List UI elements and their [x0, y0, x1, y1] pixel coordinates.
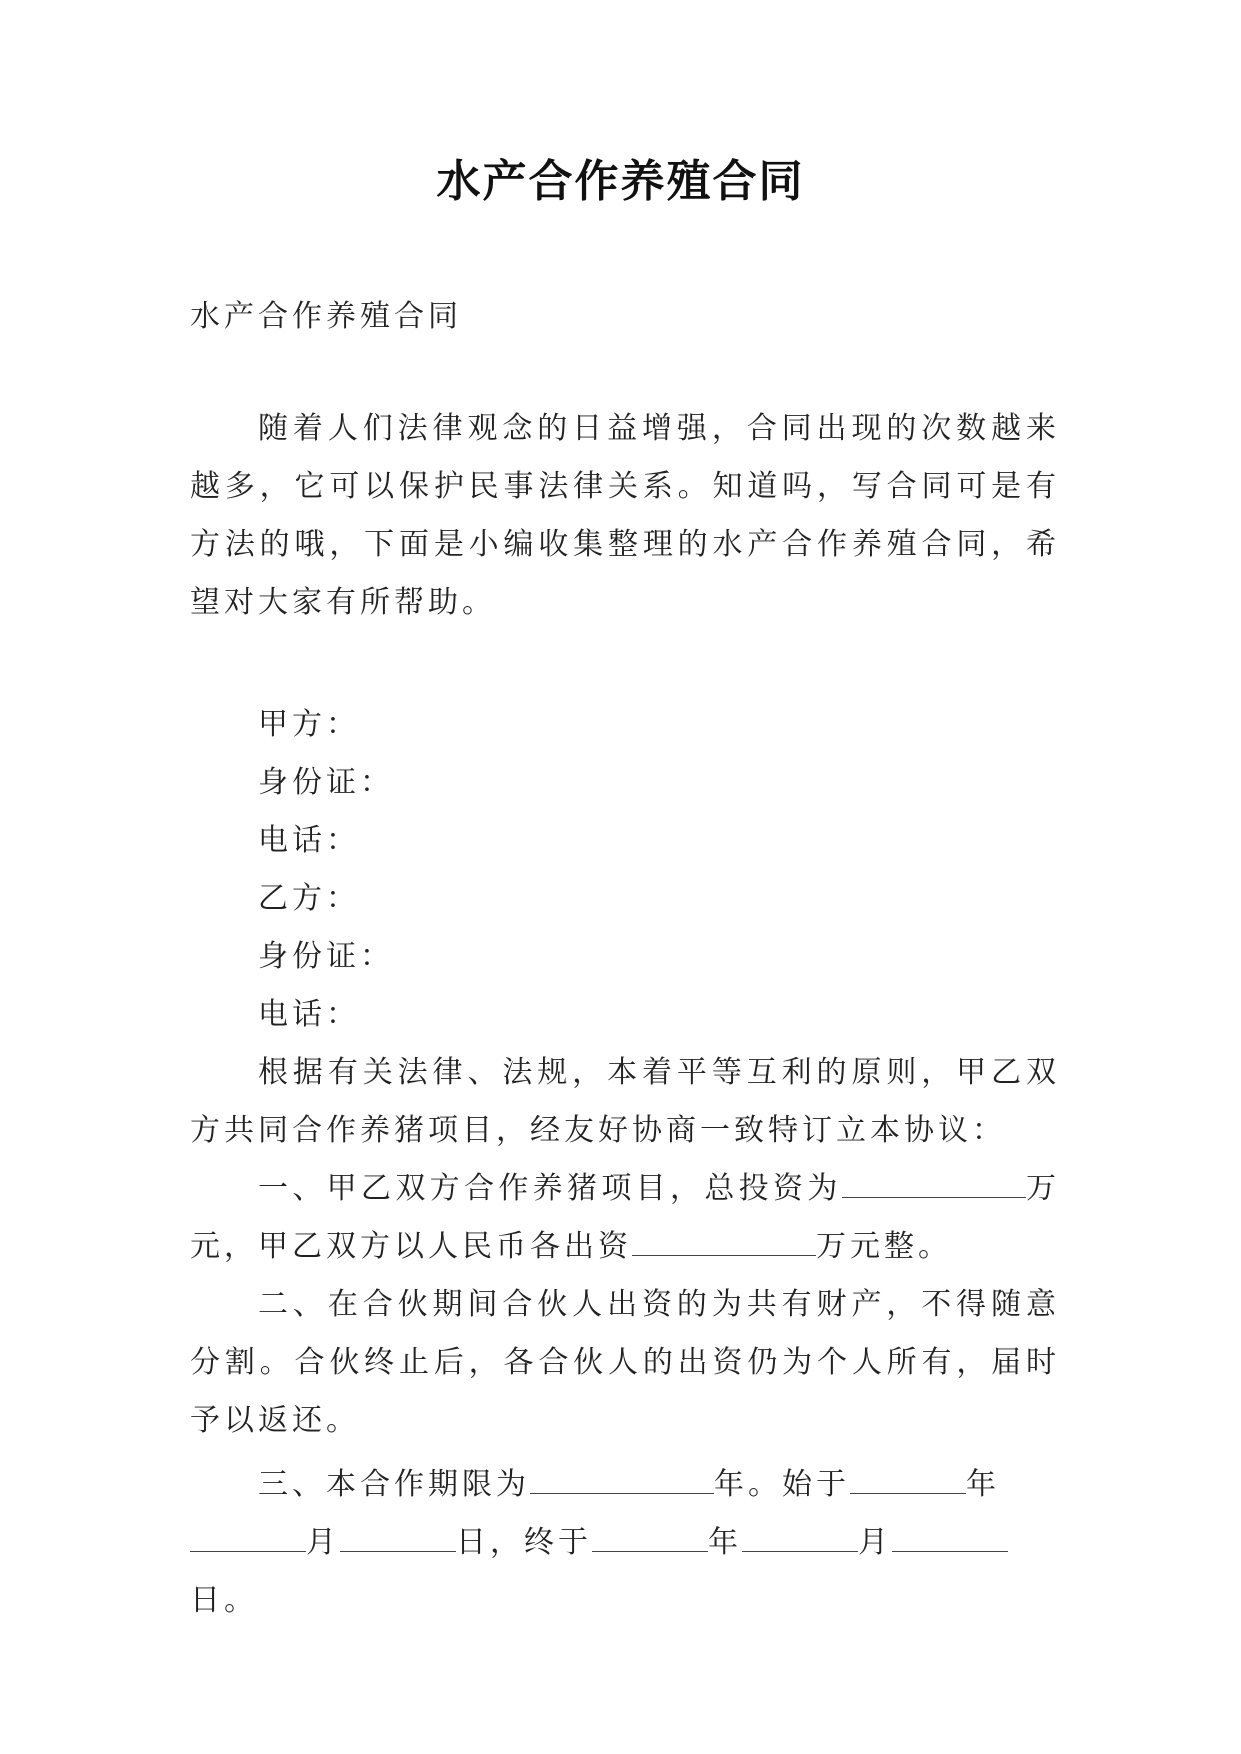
clause-3-text-f: 年 — [708, 1525, 742, 1560]
investment-total-blank — [842, 1163, 1026, 1198]
end-month-blank — [742, 1517, 858, 1552]
clause-1-text-b: 万元，甲乙双方以人民币各出资 — [190, 1171, 1061, 1264]
clause-3-text-e: 日，终于 — [456, 1525, 592, 1560]
id-b-label: 身份证： — [258, 939, 394, 974]
clause-3 — [190, 1456, 1060, 1630]
id-a-label: 身份证： — [258, 765, 394, 800]
phone-a-label: 电话： — [258, 823, 360, 858]
clause-1-text-c: 万元整。 — [816, 1229, 952, 1264]
clause-1 — [190, 1160, 1060, 1276]
investment-each-blank — [632, 1221, 816, 1256]
clause-3-text-a: 三、本合作期限为 — [258, 1467, 530, 1502]
document-subtitle: 水产合作养殖合同 — [190, 299, 462, 334]
party-b-label: 乙方： — [258, 881, 360, 916]
end-year-blank — [592, 1517, 708, 1552]
clause-3-text-d: 月 — [306, 1525, 340, 1560]
phone-b-label: 电话： — [258, 997, 360, 1032]
clause-3-text-c: 年 — [966, 1467, 1000, 1502]
clause-3-text-h: 日。 — [190, 1583, 258, 1618]
intro-paragraph: 随着人们法律观念的日益增强，合同出现的次数越来越多，它可以保护民事法律关系。知道吗，写合同可是有方法的哦，下面是小编收集整理的水产合作养殖合同，希望对大家有所帮助。 — [190, 411, 1060, 620]
intro-section — [190, 400, 1060, 632]
start-year-blank — [850, 1459, 966, 1494]
clause-2: 二、在合伙期间合伙人出资的为共有财产，不得随意分割。合伙终止后，各合伙人的出资仍为个人所有，届时予以返还。 — [190, 1287, 1060, 1438]
document-title: 水产合作养殖合同 — [436, 156, 805, 207]
end-day-blank — [892, 1517, 1008, 1552]
start-day-blank — [340, 1517, 456, 1552]
preamble-paragraph: 根据有关法律、法规，本着平等互利的原则，甲乙双方共同合作养猪项目，经友好协商一致特订立本协议： — [190, 1055, 1060, 1148]
party-a-label: 甲方： — [258, 707, 360, 742]
clause-3-text-b: 年。始于 — [714, 1467, 850, 1502]
contract-body — [190, 696, 1060, 1630]
start-month-blank — [190, 1517, 306, 1552]
clause-3-text-g: 月 — [858, 1525, 892, 1560]
term-years-blank — [530, 1459, 714, 1494]
clause-1-text-a: 一、甲乙双方合作养猪项目，总投资为 — [258, 1171, 842, 1206]
